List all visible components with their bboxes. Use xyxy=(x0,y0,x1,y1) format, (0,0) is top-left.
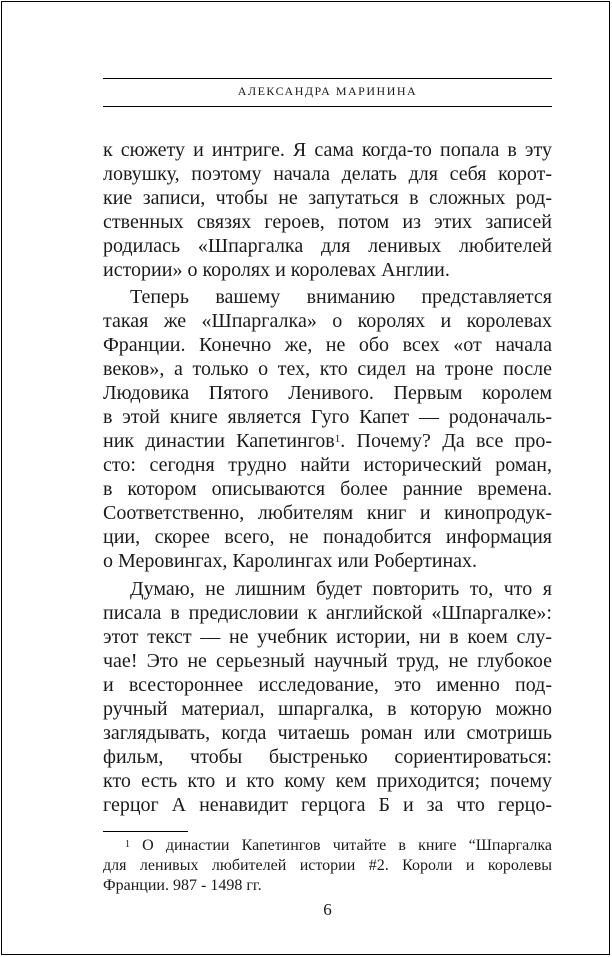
body-line: ции, скорее всего, не понадобится информация xyxy=(103,526,552,548)
body-text: . Почему? Да все про- xyxy=(340,430,552,452)
footnote-reference[interactable]: 1 xyxy=(334,433,341,445)
body-line: ственных связях героев, потом из этих записей xyxy=(103,211,552,233)
body-line: Людовика Пятого Ленивого. Первым королем xyxy=(103,382,552,404)
running-head: АЛЕКСАНДРА МАРИНИНА xyxy=(237,84,418,98)
body-line: в этой книге является Гуго Капет — родоначаль- xyxy=(103,406,552,428)
footnote-line: для ленивых любителей истории #2. Короли и королевы xyxy=(103,857,552,874)
body-line: сто: сегодня трудно найти исторический роман, xyxy=(103,454,552,476)
footnote-line xyxy=(103,836,552,856)
page-number: 6 xyxy=(323,900,332,919)
body-line: и всестороннее исследование, это именно под- xyxy=(103,674,552,696)
body-line: Думаю, не лишним будет повторить то, что я xyxy=(130,578,552,600)
body-line: фильм, чтобы быстренько сориентироваться: xyxy=(103,746,552,768)
header-rule-bottom xyxy=(103,106,552,107)
body-line: в котором описываются более ранние времена. xyxy=(103,478,552,500)
body-line: кто есть кто и кто кому кем приходится; почему xyxy=(103,770,552,792)
body-line: Теперь вашему вниманию представляется xyxy=(130,286,552,308)
footnote-text: О династии Капетингов читайте в книге “Шпаргалка xyxy=(130,837,552,854)
footnote-line: Франции. 987 - 1498 гг. xyxy=(103,877,262,894)
body-line: родилась «Шпаргалка для ленивых любителей xyxy=(103,235,552,257)
body-line: ловушку, поэтому начала делать для себя корот- xyxy=(103,163,552,185)
body-line: кие записи, чтобы не запутаться в сложных род- xyxy=(103,187,552,209)
body-line: веков», а только о тех, кто сидел на троне после xyxy=(103,358,552,380)
body-line: истории» о королях и королевах Англии. xyxy=(103,259,450,281)
footnote-marker: 1 xyxy=(125,839,130,850)
body-line: Франции. Конечно же, не обо всех «от начала xyxy=(103,334,552,356)
body-line: о Меровингах, Каролингах или Робертинах. xyxy=(103,550,478,572)
body-line: Соответственно, любителям книг и кинопродук- xyxy=(103,502,552,524)
body-line-with-footnote-ref xyxy=(103,429,552,453)
header-rule-top xyxy=(103,78,552,79)
body-text: ник династии Капетингов xyxy=(103,430,335,452)
body-line: чае! Это не серьезный научный труд, не глубокое xyxy=(103,650,552,672)
body-line: ручный материал, шпаргалка, в которую можно xyxy=(103,698,552,720)
body-line: заглядывать, когда читаешь роман или смотришь xyxy=(103,722,552,744)
body-line: такая же «Шпаргалка» о королях и королевах xyxy=(103,310,552,332)
body-line: к сюжету и интриге. Я сама когда-то попала в эту xyxy=(103,139,552,161)
body-line: герцог А ненавидит герцога Б и за что герцо- xyxy=(103,794,552,816)
body-line: писала в предисловии к английской «Шпаргалке»: xyxy=(103,602,552,624)
footnote-rule xyxy=(103,831,188,832)
body-line: этот текст — не учебник истории, ни в коем слу- xyxy=(103,626,552,648)
